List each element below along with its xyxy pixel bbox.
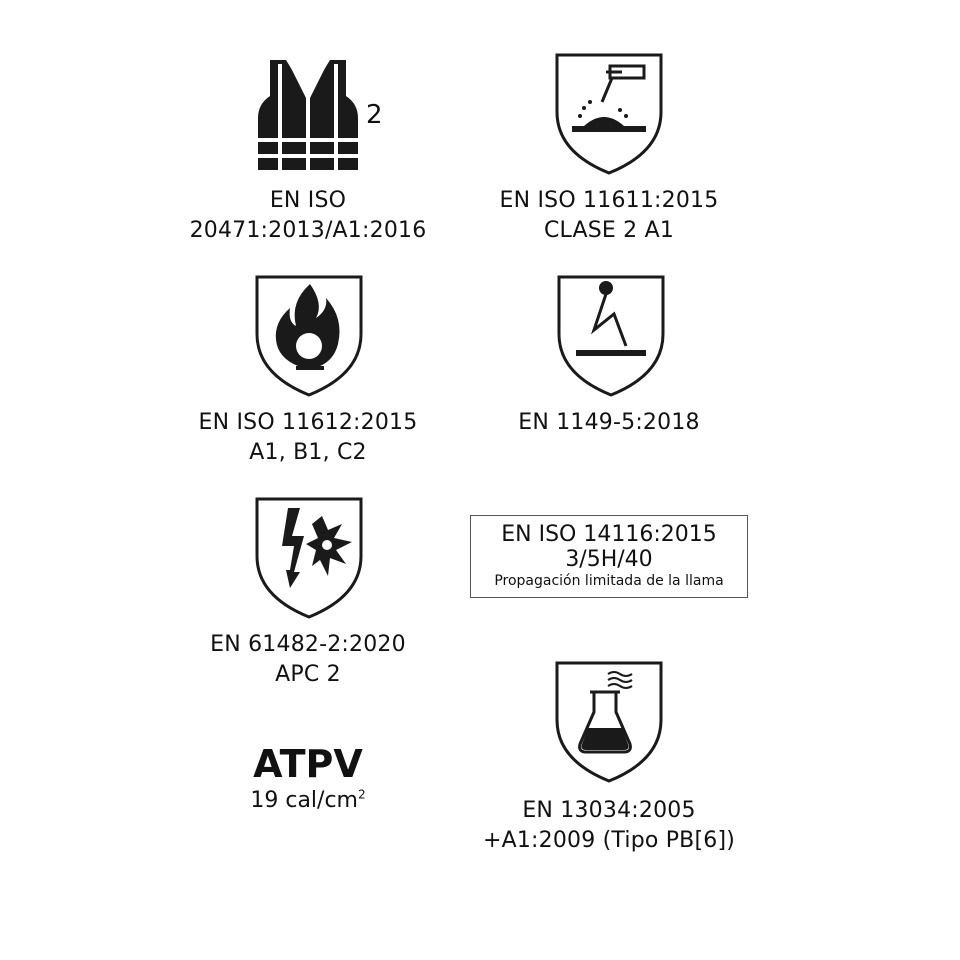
label-line: EN 1149-5:2018 bbox=[518, 410, 700, 435]
welding-protection-icon bbox=[554, 52, 664, 176]
flame-protection-icon bbox=[254, 274, 364, 398]
label-line: +A1:2009 (Tipo PB[6]) bbox=[482, 828, 736, 853]
electric-arc-icon bbox=[254, 496, 364, 620]
standard-label-en-iso-11612 bbox=[168, 408, 448, 468]
standard-label-en-61482-2 bbox=[168, 630, 448, 690]
label-line: EN 61482-2:2020 bbox=[210, 632, 406, 657]
atpv-title: ATPV bbox=[253, 742, 363, 786]
label-line: APC 2 bbox=[275, 662, 341, 687]
label-line: EN ISO bbox=[269, 188, 347, 213]
note-standard: EN ISO 14116:2015 bbox=[501, 522, 717, 547]
label-line: 20471:2013/A1:2016 bbox=[189, 218, 427, 243]
standard-label-en-13034 bbox=[469, 796, 749, 856]
note-description: Propagación limitada de la llama bbox=[494, 573, 724, 589]
standard-label-en-iso-11611 bbox=[469, 186, 749, 246]
label-line: A1, B1, C2 bbox=[249, 440, 367, 465]
atpv-value-text: 19 cal/cm bbox=[250, 788, 358, 813]
note-index: 3/5H/40 bbox=[565, 547, 653, 572]
atpv-superscript: 2 bbox=[357, 787, 366, 802]
antistatic-icon bbox=[556, 274, 666, 398]
label-line: EN ISO 11612:2015 bbox=[198, 410, 418, 435]
label-line: EN ISO 11611:2015 bbox=[499, 188, 719, 213]
flame-spread-note-box bbox=[470, 515, 748, 598]
standard-label-en-iso-20471 bbox=[168, 186, 448, 246]
hi-vis-vest-icon bbox=[256, 58, 360, 172]
label-line: CLASE 2 A1 bbox=[543, 218, 675, 243]
chemical-protection-icon bbox=[554, 660, 664, 784]
label-line: EN 13034:2005 bbox=[522, 798, 696, 823]
vest-class-badge: 2 bbox=[366, 100, 383, 130]
standard-label-en-1149-5 bbox=[469, 408, 749, 438]
atpv-value bbox=[208, 786, 408, 816]
